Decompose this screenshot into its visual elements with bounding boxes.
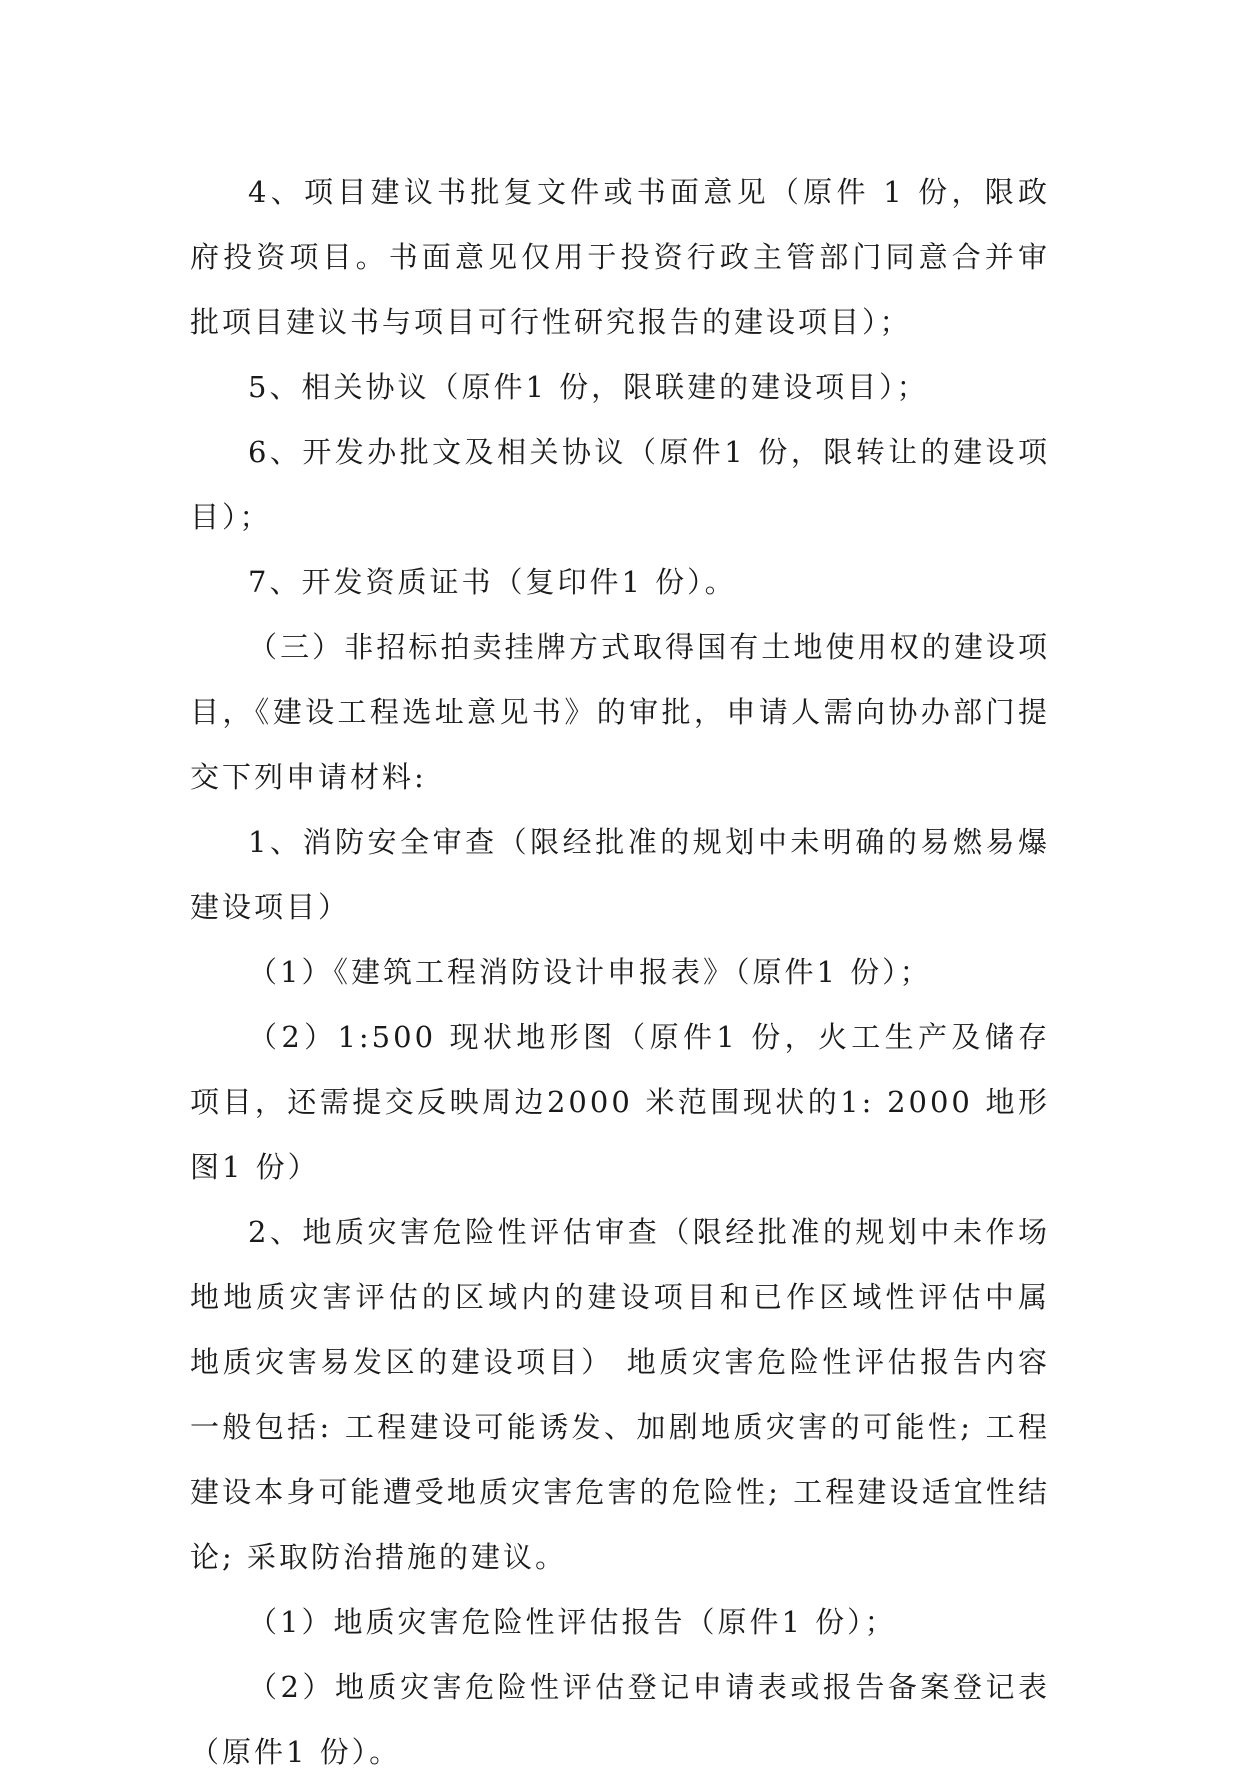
document-body <box>190 160 1050 1785</box>
paragraph-fire-safety-item-2: （2）1:500 现状地形图（原件1 份，火工生产及储存项目，还需提交反映周边2000 米范围现状的1: 2000 地形图1 份） <box>190 1020 1050 1184</box>
paragraph-fire-safety-review: 1、消防安全审查（限经批准的规划中未明确的易燃易爆建设项目） <box>190 825 1050 924</box>
paragraph-geo-hazard-review: 2、地质灾害危险性评估审查（限经批准的规划中未作场地地质灾害评估的区域内的建设项目和已作区域性评估中属地质灾害易发区的建设项目） 地质灾害危险性评估报告内容一般包括: 工程建设可能诱发、加剧地质灾害的可能性; 工程建设本身可能遭受地质灾害危害的危险性; 工程建设适宜性结论; 采取防治措施的建议。 <box>190 1215 1050 1574</box>
paragraph-section-3: （三）非招标拍卖挂牌方式取得国有土地使用权的建设项目，《建设工程选址意见书》的审批，申请人需向协办部门提交下列申请材料: <box>190 630 1050 794</box>
paragraph-geo-hazard-item-2: （2）地质灾害危险性评估登记申请表或报告备案登记表（原件1 份）。 <box>190 1670 1050 1769</box>
paragraph-geo-hazard-item-1: （1）地质灾害危险性评估报告（原件1 份）； <box>248 1605 897 1639</box>
paragraph-item-5: 5、相关协议（原件1 份，限联建的建设项目）； <box>248 370 929 404</box>
paragraph-fire-safety-item-1: （1）《建筑工程消防设计申报表》（原件1 份）； <box>248 955 932 989</box>
paragraph-item-6: 6、开发办批文及相关协议（原件1 份，限转让的建设项目）； <box>190 435 1050 534</box>
paragraph-item-4: 4、项目建议书批复文件或书面意见（原件 1 份，限政府投资项目。书面意见仅用于投资行政主管部门同意合并审批项目建议书与项目可行性研究报告的建设项目）； <box>190 175 1050 339</box>
paragraph-item-7: 7、开发资质证书（复印件1 份）。 <box>248 565 737 599</box>
